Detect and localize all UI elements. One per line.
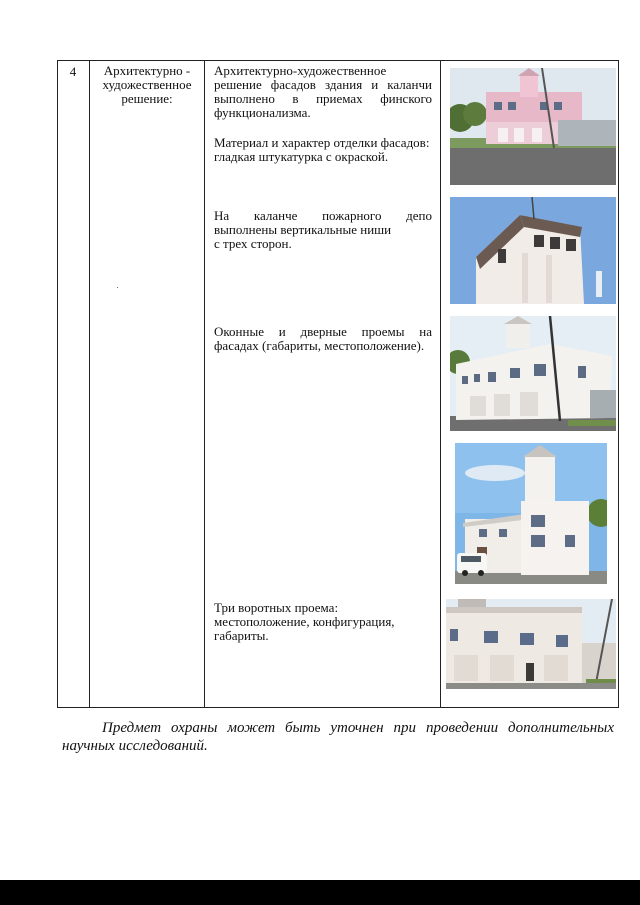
scan-bottom-edge [0,880,640,905]
photo-fire-tower [450,197,616,304]
column-divider [440,60,441,708]
row-title-line: Архитектурно - [103,63,191,78]
description-block-openings [214,325,432,353]
row-title-line: решение: [121,91,173,106]
text-line: Архитектурно-художественное [214,63,387,78]
text-line: местоположение, конфигурация, [214,614,395,629]
row-title [90,64,204,106]
column-divider [89,60,90,708]
footnote: Предмет охраны может быть уточнен при проведении дополнительных научных исследований. [62,720,614,754]
description-block-finish [214,136,432,164]
scan-speck [117,287,118,288]
text-line: Материал и характер отделки фасадов: [214,135,430,150]
photo-gates-facade [446,599,616,689]
description-block-facades [214,64,432,120]
text-line: решение фасадов здания и каланчи [214,77,432,92]
text-line: На каланче пожарного депо [214,208,432,223]
text-line: Три воротных проема: [214,600,339,615]
description-block-tower [214,209,432,251]
photo-building-facade-pink [450,68,616,185]
text-line: выполнено в приемах финского [214,91,432,106]
text-line: с трех сторон. [214,236,292,251]
photo-building-facade-white [450,316,616,431]
text-line: габариты. [214,628,269,643]
description-block-gates [214,601,432,643]
text-line: функционализма. [214,105,311,120]
text-line: выполнены вертикальные ниши [214,222,392,237]
text-line: Оконные и дверные проемы на [214,324,432,339]
row-title-line: художественное [102,77,192,92]
row-number: 4 [69,64,77,79]
text-line: фасадах (габариты, местоположение). [214,338,425,353]
photo-fire-tower-street [455,443,607,584]
column-divider [204,60,205,708]
text-line: гладкая штукатурка с окраской. [214,149,389,164]
